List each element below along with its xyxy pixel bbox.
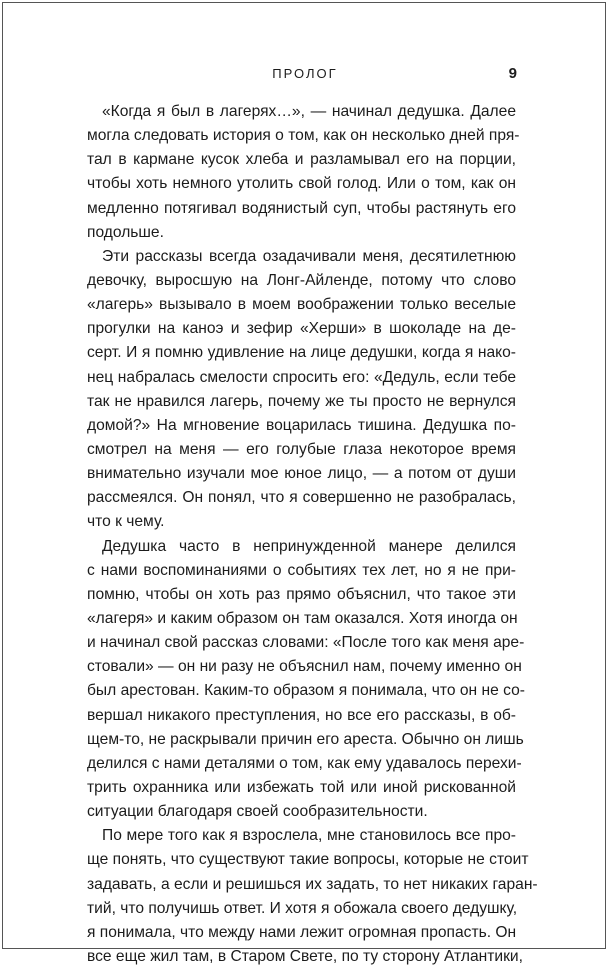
paragraph [87, 824, 538, 969]
running-head [0, 64, 610, 84]
text-line: и начинал свой рассказ словами: «После того как меня аре- [87, 634, 525, 652]
text-line: нец набралась смелости спросить его: «Дедуль, если тебе [87, 368, 516, 386]
text-line: «лагеря» и каким образом он там оказался. Хотя иногда он [87, 609, 518, 627]
text-line: с нами воспоминаниями о событиях тех лет, но я не при- [87, 561, 516, 579]
text-line: задавать, а если и решишься их задать, то нет никаких гаран- [87, 875, 538, 893]
paragraph [87, 100, 520, 245]
text-line: все еще жил там, в Старом Свете, по ту сторону Атлантики, [87, 947, 523, 965]
body-text [87, 100, 538, 969]
text-line: так не нравился лагерь, почему же ты просто не вернулся [87, 392, 516, 410]
running-title: ПРОЛОГ [272, 66, 338, 81]
text-line: рассмеялся. Он понял, что я совершенно не разобралась, [87, 489, 516, 507]
text-line: тий, что получишь ответ. И хотя я обожала своего дедушку, [87, 899, 518, 917]
text-line: внимательно изучали мое юное лицо, — а потом от души [87, 465, 516, 483]
text-line: По мере того как я взрослела, мне становилось все про- [102, 827, 516, 845]
text-line: делился с нами деталями о том, как ему удавалось перехи- [87, 754, 522, 772]
text-line: я понимала, что между нами лежит огромная пропасть. Он [87, 923, 517, 941]
text-line: стовали» — он ни разу не объяснил нам, почему именно он [87, 658, 522, 676]
text-line: ще понять, что существуют такие вопросы, которые не стоит [87, 851, 529, 869]
text-line: Эти рассказы всегда озадачивали меня, десятилетнюю [102, 247, 516, 265]
page-number: 9 [508, 65, 517, 82]
text-line: тал в кармане кусок хлеба и разламывал его на порции, [87, 151, 516, 169]
text-line: вершал никакого преступления, но все его рассказы, в об- [87, 706, 516, 724]
text-line: «лагерь» вызывало в моем воображении только веселые [87, 296, 516, 314]
text-line: прогулки на каноэ и зефир «Херши» в шоколаде на де- [87, 320, 516, 338]
paragraph [87, 245, 516, 535]
text-line: щем-то, не раскрывали причин его ареста. Обычно он лишь [87, 730, 524, 748]
paragraph [87, 535, 525, 825]
text-line: смотрел на меня — его голубые глаза некоторое время [87, 440, 516, 458]
text-line: домой?» На мгновение воцарилась тишина. Дедушка по- [87, 416, 516, 434]
text-line: трить охранника или избежать той или иной рискованной [87, 778, 516, 796]
text-line: подольше. [87, 223, 164, 241]
text-line: серт. И я помню удивление на лице дедушки, когда я нако- [87, 344, 516, 362]
text-line: «Когда я был в лагерях…», — начинал дедушка. Далее [102, 103, 516, 120]
text-line: чтобы хоть немного утолить свой голод. Или о том, как он [87, 175, 516, 193]
text-line: могла следовать история о том, как он несколько дней пря- [87, 127, 520, 145]
text-line: ситуации благодаря своей сообразительности. [87, 803, 428, 821]
text-line: девочку, выросшую на Лонг-Айленде, потому что слово [87, 271, 516, 289]
text-line: Дедушка часто в непринужденной манере делился [102, 537, 516, 555]
text-line: помню, чтобы он хоть раз прямо объяснил, что такое эти [87, 585, 516, 603]
text-line: что к чему. [87, 513, 165, 531]
text-line: был арестован. Каким-то образом я понимала, что он не со- [87, 682, 525, 700]
text-line: медленно потягивал водянистый суп, чтобы растянуть его [87, 199, 516, 217]
